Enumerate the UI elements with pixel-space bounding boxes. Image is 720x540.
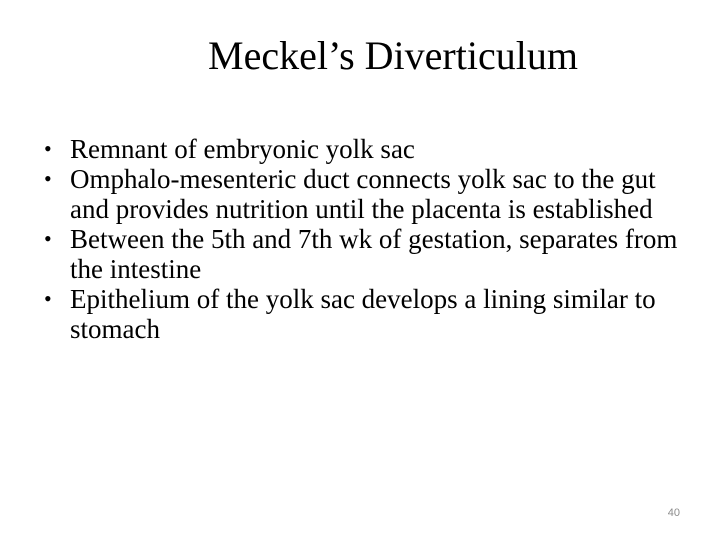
- bullet-item: [44, 224, 694, 284]
- bullet-text: Omphalo-mesenteric duct connects yolk sac to the gut and provides nutrition until the placenta is established: [70, 164, 656, 224]
- bullet-dot-icon: •: [44, 136, 52, 161]
- bullet-item: [44, 164, 694, 224]
- bullet-text: Remnant of embryonic yolk sac: [70, 134, 415, 164]
- page-number: 40: [667, 507, 680, 519]
- bullet-dot-icon: •: [44, 286, 52, 311]
- bullet-list: [44, 134, 694, 344]
- bullet-text: Between the 5th and 7th wk of gestation, separates from the intestine: [70, 224, 678, 284]
- bullet-text: Epithelium of the yolk sac develops a lining similar to stomach: [70, 284, 656, 344]
- bullet-item: [44, 134, 694, 164]
- slide-title: Meckel’s Diverticulum: [208, 33, 578, 78]
- bullet-dot-icon: •: [44, 166, 52, 191]
- bullet-item: [44, 284, 694, 344]
- bullet-dot-icon: •: [44, 226, 52, 251]
